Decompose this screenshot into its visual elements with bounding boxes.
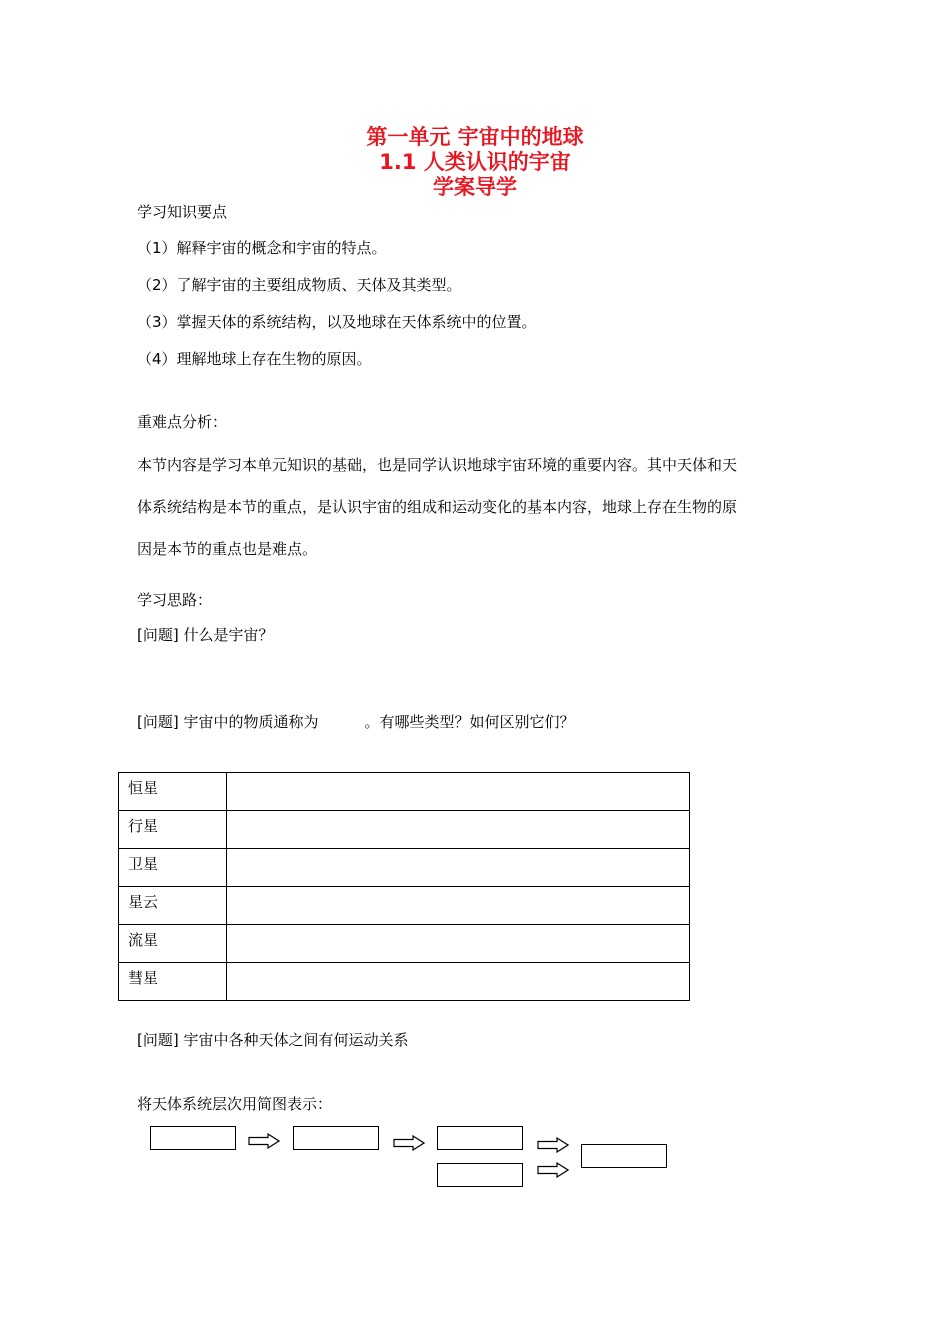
objective-item-2: （2）了解宇宙的主要组成物质、天体及其类型。 xyxy=(137,276,462,294)
table-row xyxy=(119,963,690,1001)
diagram-box-1[interactable] xyxy=(150,1126,236,1150)
table-cell-answer[interactable] xyxy=(227,887,690,925)
diagram-box-2[interactable] xyxy=(293,1126,379,1150)
table-cell-name: 行星 xyxy=(119,811,227,849)
diagram-box-4[interactable] xyxy=(581,1144,667,1168)
table-row xyxy=(119,773,690,811)
diagram-caption: 将天体系统层次用简图表示： xyxy=(137,1095,333,1113)
analysis-line-3: 因是本节的重点也是难点。 xyxy=(137,540,318,558)
question-3: [问题] 宇宙中各种天体之间有何运动关系 xyxy=(137,1031,409,1049)
table-row xyxy=(119,925,690,963)
diagram-box-3a[interactable] xyxy=(437,1126,523,1150)
analysis-heading: 重难点分析： xyxy=(137,413,228,431)
table-cell-name: 流星 xyxy=(119,925,227,963)
title-line-3: 学案导学 xyxy=(433,175,517,199)
table-row xyxy=(119,887,690,925)
table-cell-name: 彗星 xyxy=(119,963,227,1001)
table-cell-answer[interactable] xyxy=(227,849,690,887)
question-2-part-2: 。有哪些类型？如何区别它们？ xyxy=(364,713,575,731)
table-row xyxy=(119,849,690,887)
table-cell-name: 恒星 xyxy=(119,773,227,811)
table-cell-answer[interactable] xyxy=(227,925,690,963)
objective-item-1: （1）解释宇宙的概念和宇宙的特点。 xyxy=(137,239,387,257)
title-line-1: 第一单元 宇宙中的地球 xyxy=(366,125,584,149)
diagram-box-3b[interactable] xyxy=(437,1163,523,1187)
celestial-bodies-table xyxy=(118,772,690,1001)
question-2 xyxy=(137,712,575,732)
arrow-right-icon xyxy=(248,1133,280,1149)
title-line-2: 1.1 人类认识的宇宙 xyxy=(379,150,571,174)
table-cell-name: 星云 xyxy=(119,887,227,925)
approach-heading: 学习思路： xyxy=(137,591,213,609)
objective-item-4: （4）理解地球上存在生物的原因。 xyxy=(137,350,372,368)
arrow-right-icon xyxy=(537,1162,569,1178)
table-cell-answer[interactable] xyxy=(227,811,690,849)
question-1: [问题] 什么是宇宙？ xyxy=(137,626,274,644)
table-cell-name: 卫星 xyxy=(119,849,227,887)
objective-item-3: （3）掌握天体的系统结构，以及地球在天体系统中的位置。 xyxy=(137,313,537,331)
question-2-part-1: [问题] 宇宙中的物质通称为 xyxy=(137,713,319,731)
analysis-paragraph xyxy=(137,444,817,570)
table-cell-answer[interactable] xyxy=(227,773,690,811)
table-cell-answer[interactable] xyxy=(227,963,690,1001)
arrow-right-icon xyxy=(537,1137,569,1153)
table-row xyxy=(119,811,690,849)
analysis-line-1: 本节内容是学习本单元知识的基础，也是同学认识地球宇宙环境的重要内容。其中天体和天 xyxy=(137,456,738,474)
objectives-heading: 学习知识要点 xyxy=(137,203,228,221)
arrow-right-icon xyxy=(393,1135,425,1151)
analysis-line-2: 体系统结构是本节的重点，是认识宇宙的组成和运动变化的基本内容，地球上存在生物的原 xyxy=(137,498,738,516)
